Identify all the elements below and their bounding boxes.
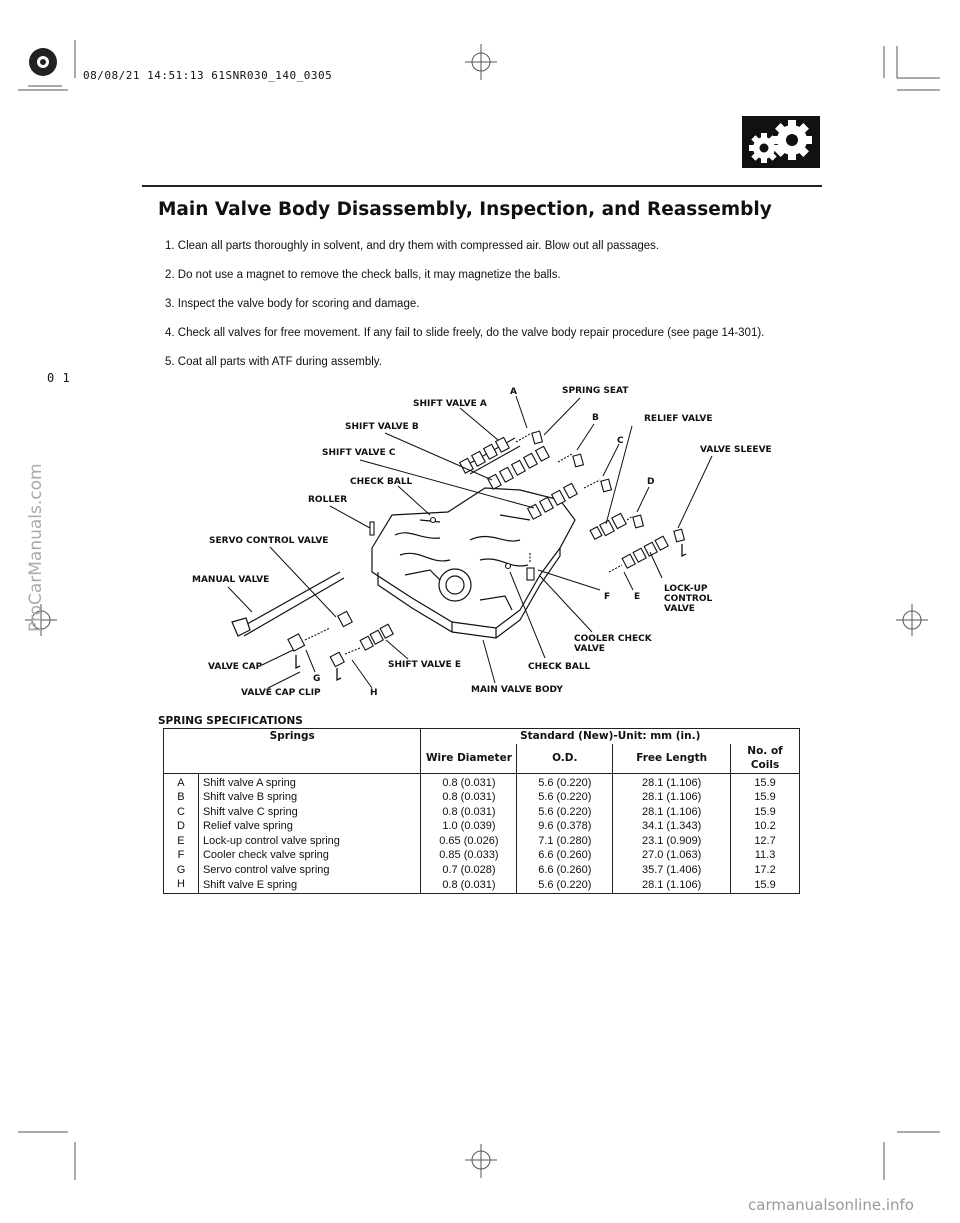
step-2: 2. Do not use a magnet to remove the check balls, it may magnetize the balls. bbox=[165, 269, 561, 281]
table-row: F Cooler check valve spring 0.85 (0.033) 6.6 (0.260) 27.0 (1.063) 11.3 bbox=[164, 848, 800, 863]
table-row: H Shift valve E spring 0.8 (0.031) 5.6 (0.220) 28.1 (1.106) 15.9 bbox=[164, 877, 800, 893]
table-row: C Shift valve C spring 0.8 (0.031) 5.6 (0.220) 28.1 (1.106) 15.9 bbox=[164, 805, 800, 820]
label-valve-cap: VALVE CAP bbox=[208, 662, 263, 672]
roller bbox=[370, 522, 374, 535]
label-valve-cap-clip: VALVE CAP CLIP bbox=[241, 688, 321, 698]
label-check-ball-bottom: CHECK BALL bbox=[528, 662, 591, 672]
label-cooler-check-valve-2: VALVE bbox=[574, 644, 605, 654]
lock-up-control-valve bbox=[622, 536, 668, 568]
col-wire-diameter: Wire Diameter bbox=[421, 744, 517, 774]
label-lock-up-control-valve-2: CONTROL bbox=[664, 594, 713, 604]
standard-header: Standard (New)-Unit: mm (in.) bbox=[421, 729, 800, 744]
label-f: F bbox=[604, 592, 611, 602]
label-servo-control-valve: SERVO CONTROL VALVE bbox=[209, 536, 329, 546]
label-h: H bbox=[370, 688, 378, 698]
label-manual-valve: MANUAL VALVE bbox=[192, 575, 270, 585]
col-no-of-coils: No. of Coils bbox=[731, 744, 800, 774]
step-1: 1. Clean all parts thoroughly in solvent, and dry them with compressed air. Blow out all passages. bbox=[165, 240, 660, 252]
label-relief-valve: RELIEF VALVE bbox=[644, 414, 713, 424]
label-lock-up-control-valve-3: VALVE bbox=[664, 604, 695, 614]
spring-spec-table bbox=[163, 728, 800, 894]
table-row: E Lock-up control valve spring 0.65 (0.026) 7.1 (0.280) 23.1 (0.909) 12.7 bbox=[164, 834, 800, 849]
label-e: E bbox=[634, 592, 641, 602]
shift-valve-e bbox=[360, 624, 393, 650]
servo-control-valve bbox=[338, 611, 352, 626]
col-od: O.D. bbox=[517, 744, 613, 774]
page-title: Main Valve Body Disassembly, Inspection, and Reassembly bbox=[158, 199, 772, 220]
label-shift-valve-e: SHIFT VALVE E bbox=[388, 660, 461, 670]
side-watermark: ProCarManuals.com bbox=[26, 463, 46, 632]
springs-header: Springs bbox=[164, 729, 421, 774]
label-g: G bbox=[313, 674, 321, 684]
label-shift-valve-b: SHIFT VALVE B bbox=[345, 422, 419, 432]
label-valve-sleeve: VALVE SLEEVE bbox=[700, 445, 772, 455]
step-5: 5. Coat all parts with ATF during assembly. bbox=[165, 356, 382, 368]
label-shift-valve-c: SHIFT VALVE C bbox=[322, 448, 396, 458]
check-ball-bottom bbox=[506, 564, 511, 569]
table-row: B Shift valve B spring 0.8 (0.031) 5.6 (0.220) 28.1 (1.106) 15.9 bbox=[164, 790, 800, 805]
table-row: A Shift valve A spring 0.8 (0.031) 5.6 (0.220) 28.1 (1.106) 15.9 bbox=[164, 773, 800, 790]
label-roller: ROLLER bbox=[308, 495, 348, 505]
check-ball-top bbox=[431, 518, 436, 523]
step-3: 3. Inspect the valve body for scoring and damage. bbox=[165, 298, 420, 310]
print-stamp: 08/08/21 14:51:13 61SNR030_140_0305 bbox=[83, 69, 333, 82]
shift-valve-b bbox=[488, 446, 550, 489]
label-d: D bbox=[647, 477, 655, 487]
label-b: B bbox=[592, 413, 599, 423]
bottom-watermark: carmanualsonline.info bbox=[748, 1196, 914, 1214]
spec-heading: SPRING SPECIFICATIONS bbox=[158, 715, 303, 727]
shift-valve-a bbox=[460, 437, 520, 474]
label-cooler-check-valve-1: COOLER CHECK bbox=[574, 634, 652, 644]
table-row: D Relief valve spring 1.0 (0.039) 9.6 (0.378) 34.1 (1.343) 10.2 bbox=[164, 819, 800, 834]
label-check-ball-top: CHECK BALL bbox=[350, 477, 413, 487]
col-free-length: Free Length bbox=[613, 744, 731, 774]
label-main-valve-body: MAIN VALVE BODY bbox=[471, 685, 563, 695]
label-c: C bbox=[617, 436, 624, 446]
table-row: G Servo control valve spring 0.7 (0.028) 6.6 (0.260) 35.7 (1.406) 17.2 bbox=[164, 863, 800, 878]
label-a: A bbox=[510, 387, 517, 397]
label-spring-seat: SPRING SEAT bbox=[562, 386, 629, 396]
label-shift-valve-a: SHIFT VALVE A bbox=[413, 399, 487, 409]
label-lock-up-control-valve-1: LOCK-UP bbox=[664, 584, 708, 594]
margin-mark: 0 1 bbox=[47, 371, 71, 385]
valve-cap bbox=[288, 634, 305, 651]
step-4: 4. Check all valves for free movement. If any fail to slide freely, do the valve body repair procedure (see page 14-301). bbox=[165, 327, 765, 339]
